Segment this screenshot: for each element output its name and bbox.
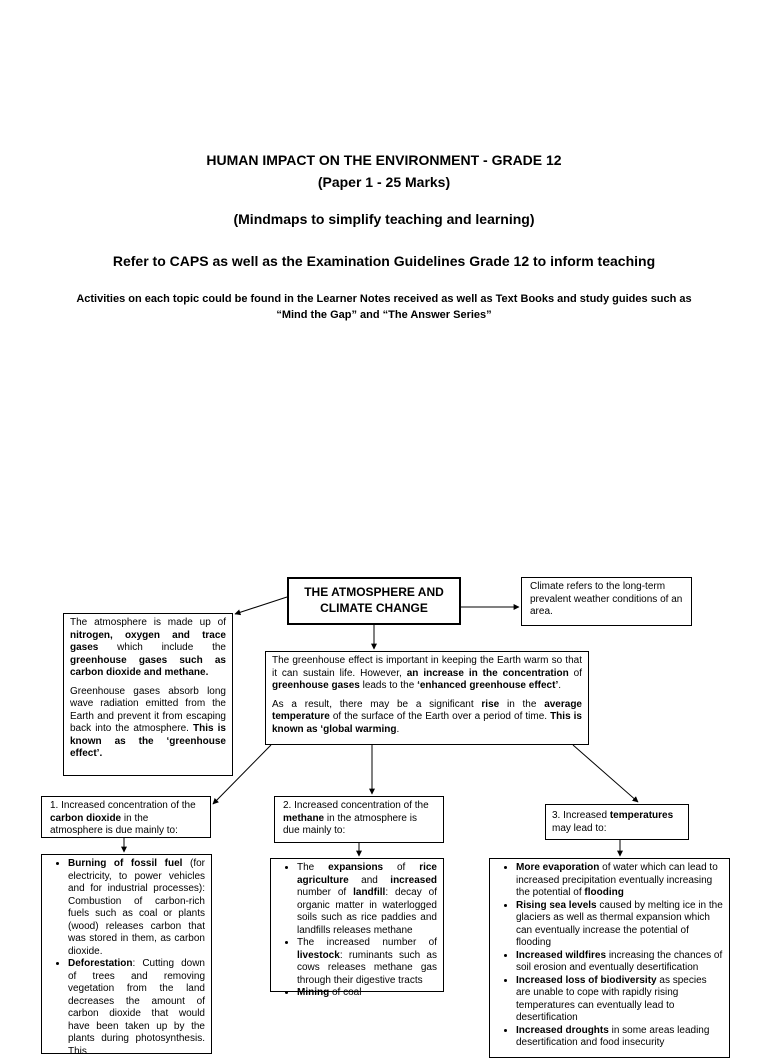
atmosphere-box [63, 613, 233, 776]
text-run-bold: increased [390, 874, 437, 886]
mindmaps-note: (Mindmaps to simplify teaching and learning) [233, 211, 535, 227]
climate-definition-box [521, 577, 692, 626]
central-topic-line-2: CLIMATE CHANGE [320, 601, 428, 615]
activities-line-1: Activities on each topic could be found in the Learner Notes received as well as Text Books and study guides such as [76, 293, 692, 305]
list-item [297, 862, 437, 937]
text-run: As a result, there may be a significant [272, 698, 482, 710]
text-run-bold: nitrogen, oxygen and trace gases [70, 629, 226, 653]
text-run-bold: temperatures [609, 810, 674, 821]
text-run: The increased number of [297, 937, 437, 948]
text-run: 1. Increased concentration of the [50, 800, 196, 811]
greenhouse-para-1 [272, 655, 582, 693]
page-subtitle: (Paper 1 - 25 Marks) [317, 174, 451, 190]
list-item [516, 1025, 723, 1050]
text-run: of coal [329, 987, 362, 998]
text-run-bold: Increased loss of biodiversity [516, 974, 657, 986]
text-run: of the surface of the Earth over a period of time. [329, 711, 551, 722]
text-run-bold: average temperature [272, 698, 582, 722]
list-item [516, 950, 723, 975]
text-run-bold: ‘enhanced greenhouse effect’ [417, 680, 559, 691]
text-run: caused by melting ice in the glaciers as well as thermal expansion which can eventually increase the potential of flooding [516, 899, 723, 948]
central-topic-line-1: THE ATMOSPHERE AND [304, 585, 444, 599]
atmosphere-para-2 [70, 686, 226, 761]
arrow-to-cause-3 [573, 745, 638, 802]
text-run: in the atmosphere is due mainly to: [50, 812, 178, 836]
cause-1-box [41, 796, 211, 838]
list-item [297, 987, 437, 1000]
text-run-bold: Mining [297, 987, 330, 998]
text-run: The greenhouse effect is important in keeping the Earth warm so that it can sustain life. However, [272, 655, 582, 679]
text-run-bold: greenhouse gases such as carbon dioxide and methane. [70, 654, 226, 678]
text-run-bold: carbon dioxide [50, 812, 122, 824]
text-run: of water which can lead to increased precipitation eventually increasing the potential of [516, 862, 718, 898]
list-item [297, 937, 437, 987]
text-run-bold: Rising sea levels [516, 899, 597, 911]
text-run: increasing the chances of soil erosion and eventually desertification [516, 949, 723, 973]
text-run-bold: livestock [297, 949, 340, 961]
list-item [516, 900, 723, 950]
text-run: as species are unable to cope with rapidly rising temperatures can eventually lead to desertification [516, 974, 707, 1023]
text-run: in some areas leading desertification and food insecurity [516, 1024, 710, 1048]
list-item [68, 958, 205, 1058]
activities-line-2: “Mind the Gap” and “The Answer Series” [276, 309, 492, 321]
text-run-bold: greenhouse gases [272, 680, 360, 691]
temperature-effects-list [494, 862, 723, 1050]
text-run: number of [297, 887, 354, 898]
text-run: leads to the [359, 680, 418, 691]
text-run: : ruminants such as cows releases methane gas through their digestive tracts [297, 949, 437, 986]
cause-2-box [274, 796, 444, 843]
text-run-bold: This is known as the ‘greenhouse effect’. [70, 723, 226, 759]
text-run-bold: landfill [353, 887, 386, 898]
text-run: The atmosphere is made up of [70, 617, 226, 628]
atmosphere-para-1 [70, 617, 226, 680]
text-run-bold: Increased droughts [516, 1024, 609, 1036]
text-run-bold: an increase in the concentration [406, 667, 569, 679]
text-run: may lead to: [552, 822, 607, 834]
greenhouse-box [265, 651, 589, 745]
text-run: of [568, 667, 582, 679]
text-run: 3. Increased [552, 810, 610, 821]
greenhouse-para-2 [272, 699, 582, 737]
text-run-bold: rise [481, 698, 500, 710]
page-title: HUMAN IMPACT ON THE ENVIRONMENT - GRADE 12 [206, 152, 562, 168]
text-run-bold: Increased wildfires [516, 949, 607, 961]
text-run: . [396, 723, 400, 735]
text-run: (for electricity, to power vehicles and for industrial processes): Combustion of carbon-rich fuels such as coal or plants (wood) releases carbon that was stored in them, as carbon dioxide. [68, 858, 206, 957]
methane-causes-list [275, 862, 437, 1000]
text-run: . [558, 680, 562, 691]
temperature-effects-list-box [489, 858, 730, 1058]
text-run: of [383, 862, 420, 873]
text-run: 2. Increased concentration of the [283, 800, 429, 811]
list-item [516, 975, 723, 1025]
climate-definition: Climate refers to the long-term prevalent weather conditions of an area. [530, 581, 683, 617]
co2-causes-list [46, 858, 205, 1058]
text-run: The [297, 862, 329, 873]
central-topic-box [287, 577, 461, 625]
text-run: which include the [98, 642, 226, 653]
text-run: Greenhouse gases absorb long wave radiation emitted from the Earth and prevent it from escaping back into the atmosphere. [70, 685, 226, 734]
co2-causes-list-box [41, 854, 212, 1057]
text-run-bold: flooding [584, 887, 624, 898]
text-run-bold: Deforestation [68, 958, 133, 969]
text-run-bold: expansions [328, 862, 384, 873]
text-run-bold: methane [283, 812, 325, 824]
text-run: and [348, 874, 391, 886]
text-run-bold: rice agriculture [297, 862, 437, 886]
text-run-bold: This is known as ‘global warming [272, 711, 582, 735]
methane-causes-list-box [270, 858, 444, 998]
text-run: in the [499, 698, 545, 710]
text-run: : Cutting down of trees and removing vegetation from the land decreases the amount of carbon dioxide that would have been taken up by the plants during photosynthesis. This [68, 958, 205, 1057]
arrow-to-atmosphere [235, 597, 287, 614]
list-item [516, 862, 723, 900]
caps-reference: Refer to CAPS as well as the Examination Guidelines Grade 12 to inform teaching [112, 253, 656, 269]
text-run-bold: Burning of fossil fuel [68, 858, 183, 869]
text-run-bold: More evaporation [516, 862, 600, 873]
cause-3-box [545, 804, 689, 840]
text-run: : decay of organic matter in waterlogged soils such as rice paddies and landfills releases methane [297, 887, 437, 936]
list-item [68, 858, 205, 958]
text-run: in the atmosphere is due mainly to: [283, 812, 417, 836]
